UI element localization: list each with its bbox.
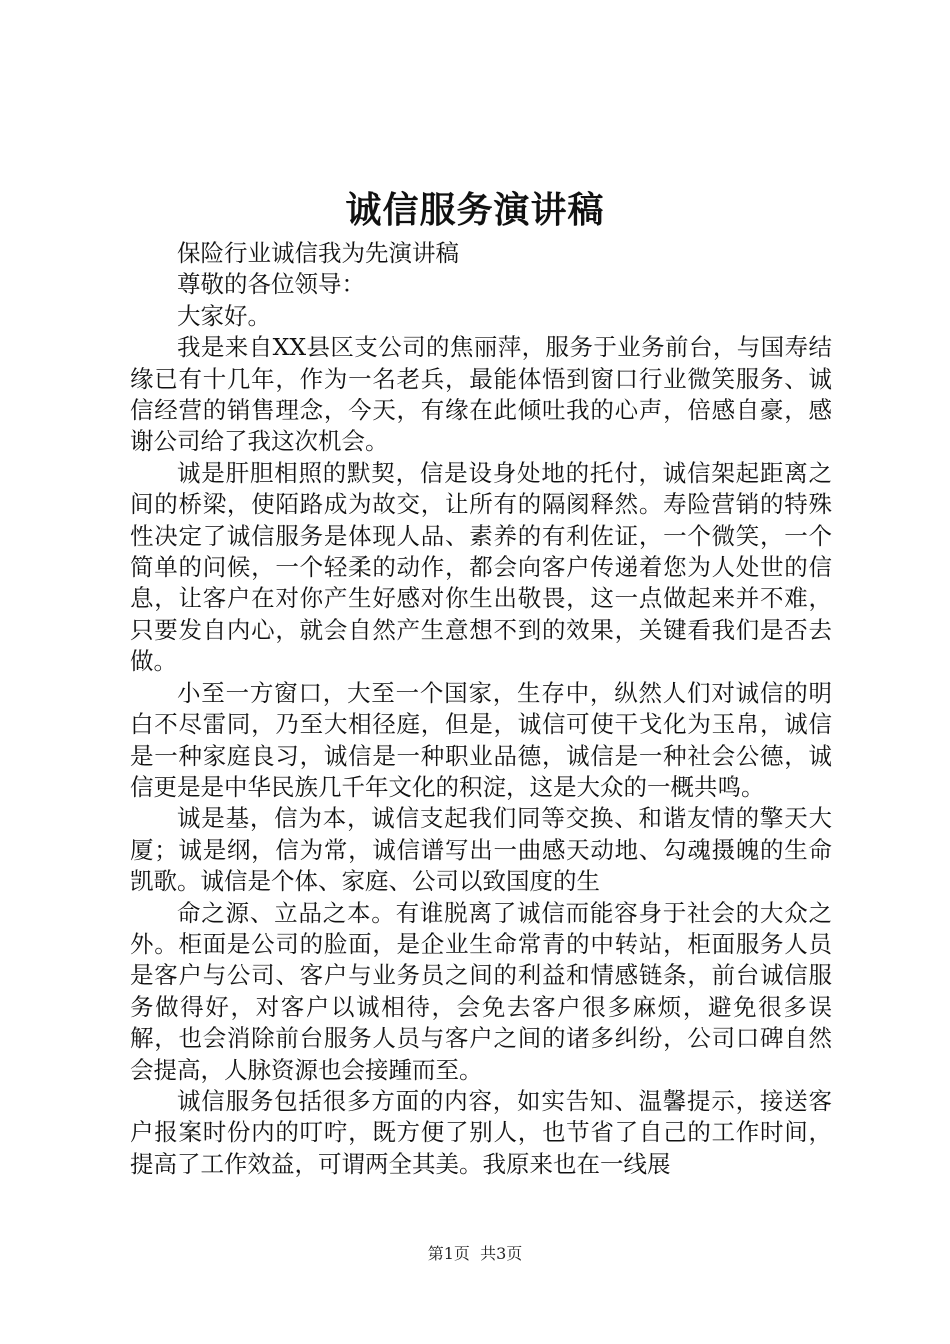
paragraph-subtitle: 保险行业诚信我为先演讲稿 [177, 239, 459, 267]
paragraph-greeting: 大家好。 [177, 301, 271, 330]
page-footer [0, 1243, 950, 1265]
document-body [130, 238, 832, 1180]
document-title: 诚信服务演讲稿 [345, 189, 605, 231]
paragraph-introduction: 我是来自XX县区支公司的焦丽萍，服务于业务前台，与国寿结缘已有十几年，作为一名老兵，最能体悟到窗口行业微笑服务、诚信经营的销售理念，今天，有缘在此倾吐我的心声，倍感自豪，感谢公司给了我这次机会。 [130, 333, 832, 456]
page-number: 第1页 [427, 1244, 470, 1263]
footer-gap [470, 1244, 480, 1263]
paragraph-body: 诚信服务包括很多方面的内容，如实告知、温馨提示，接送客户报案时份内的叮咛，既方便了别人，也节省了自己的工作时间，提高了工作效益，可谓两全其美。我原来也在一线展 [130, 1086, 832, 1178]
paragraph-body: 命之源、立品之本。有谁脱离了诚信而能容身于社会的大众之外。柜面是公司的脸面，是企业生命常青的中转站，柜面服务人员是客户与公司、客户与业务员之间的利益和情感链条，前台诚信服务做得好，对客户以诚相待，会免去客户很多麻烦，避免很多误解，也会消除前台服务人员与客户之间的诸多纠纷，公司口碑自然会提高，人脉资源也会接踵而至。 [130, 898, 832, 1084]
paragraph-body: 小至一方窗口，大至一个国家，生存中，纵然人们对诚信的明白不尽雷同，乃至大相径庭，但是，诚信可使干戈化为玉帛，诚信是一种家庭良习，诚信是一种职业品德，诚信是一种社会公德，诚信更是是中华民族几千年文化的积淀，这是大众的一概共鸣。 [130, 678, 832, 801]
page-total: 共3页 [480, 1244, 523, 1263]
paragraph-salutation: 尊敬的各位领导： [177, 270, 365, 299]
paragraph-body: 诚是基，信为本，诚信支起我们同等交换、和谐友情的擎天大厦；诚是纲，信为常，诚信谱写出一曲感天动地、勾魂摄魄的生命凯歌。诚信是个体、家庭、公司以致国度的生 [130, 804, 832, 896]
paragraph-body: 诚是肝胆相照的默契，信是设身处地的托付，诚信架起距离之间的桥梁，使陌路成为故交，让所有的隔阂释然。寿险营销的特殊性决定了诚信服务是体现人品、素养的有利佐证，一个微笑，一个简单的问候，一个轻柔的动作，都会向客户传递着您为人处世的信息，让客户在对你产生好感对你生出敬畏，这一点做起来并不难，只要发自内心，就会自然产生意想不到的效果，关键看我们是否去做。 [130, 458, 832, 676]
